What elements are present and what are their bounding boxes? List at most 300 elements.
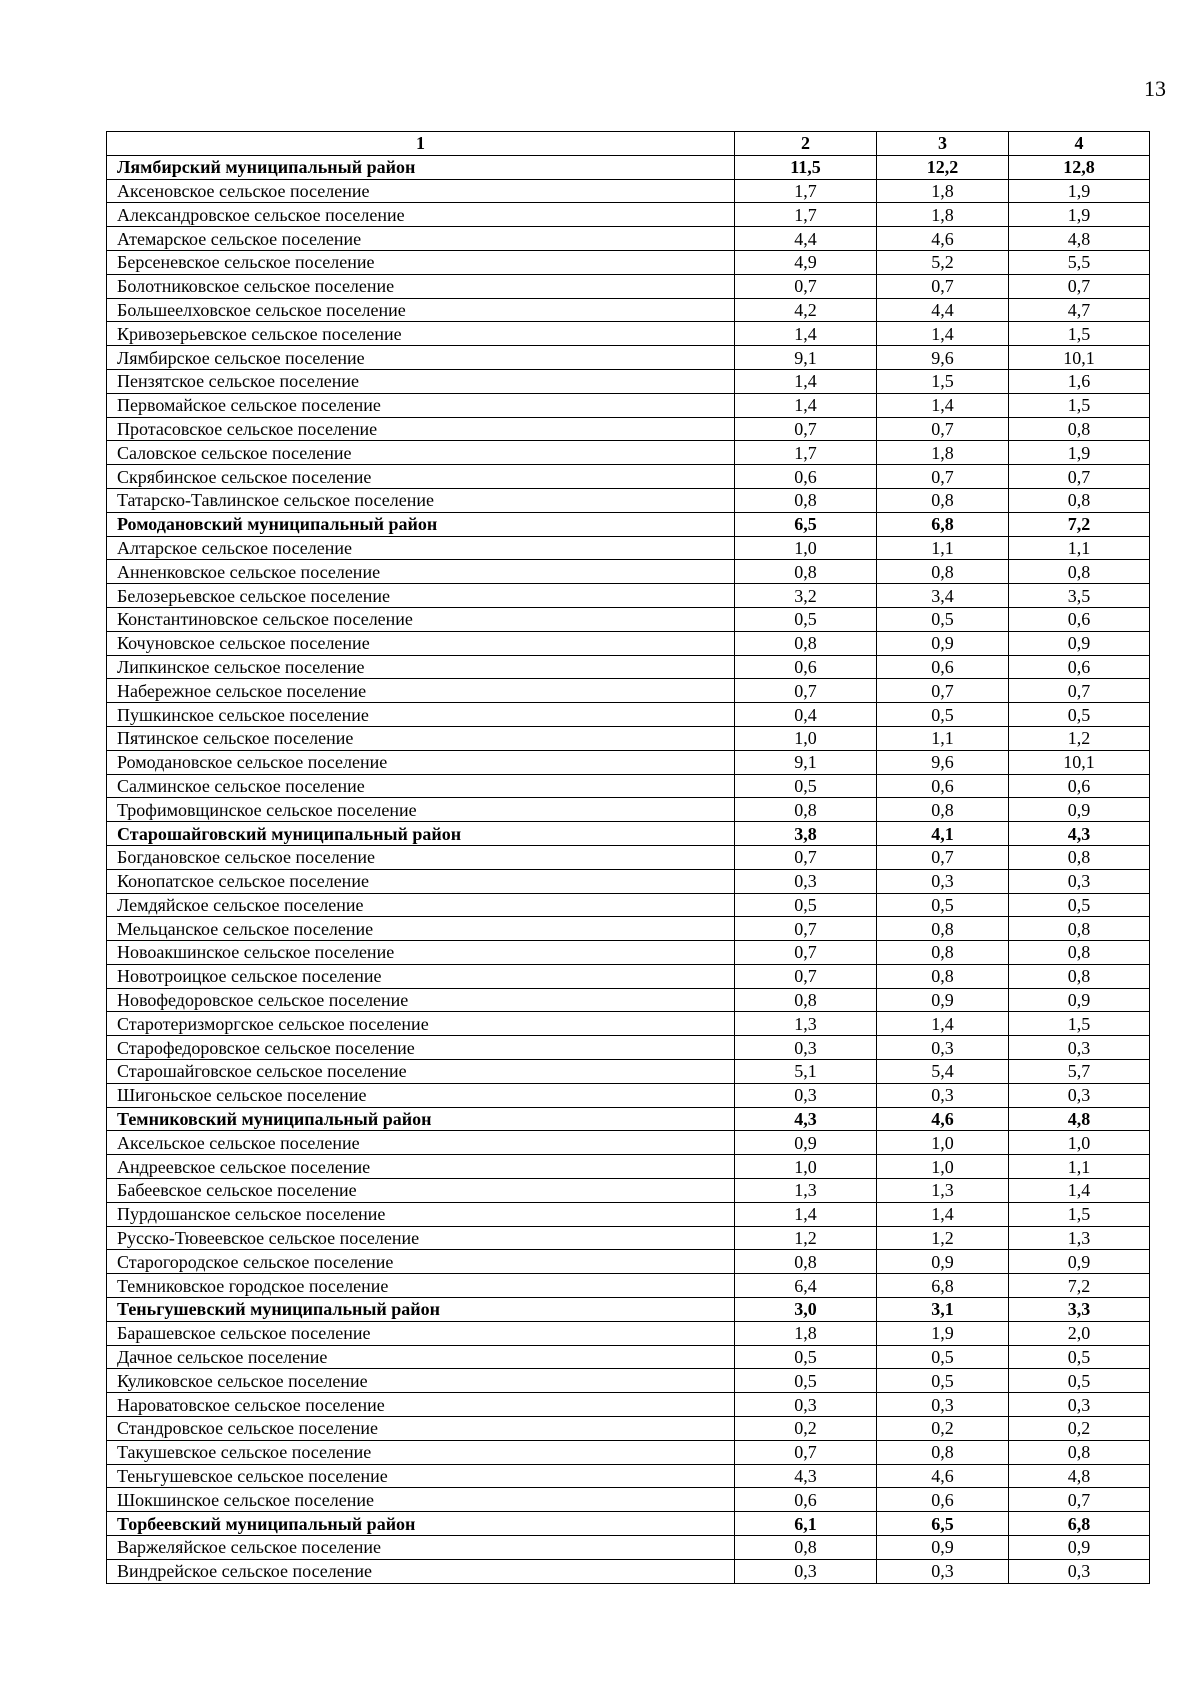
row-name-cell: Шигоньское сельское поселение <box>107 1083 735 1107</box>
row-value-col3: 0,5 <box>877 893 1009 917</box>
row-value-col3: 1,8 <box>877 203 1009 227</box>
row-value-col4: 0,8 <box>1009 845 1150 869</box>
row-value-col3: 1,1 <box>877 726 1009 750</box>
row-value-col3: 3,1 <box>877 1298 1009 1322</box>
row-value-col2: 4,2 <box>735 298 877 322</box>
row-value-col2: 0,5 <box>735 774 877 798</box>
table-row <box>107 1083 1150 1107</box>
row-value-col4: 0,9 <box>1009 988 1150 1012</box>
row-value-col2: 0,5 <box>735 893 877 917</box>
row-value-col2: 1,0 <box>735 726 877 750</box>
page-number: 13 <box>1144 76 1166 101</box>
row-value-col3: 0,5 <box>877 703 1009 727</box>
row-value-col3: 6,5 <box>877 1512 1009 1536</box>
row-value-col3: 0,6 <box>877 1488 1009 1512</box>
row-value-col3: 1,2 <box>877 1226 1009 1250</box>
row-name-cell: Лямбирское сельское поселение <box>107 346 735 370</box>
row-value-col4: 3,3 <box>1009 1298 1150 1322</box>
table-row <box>107 584 1150 608</box>
row-value-col2: 1,2 <box>735 1226 877 1250</box>
row-value-col3: 0,3 <box>877 1393 1009 1417</box>
row-value-col4: 4,8 <box>1009 1107 1150 1131</box>
row-value-col4: 4,7 <box>1009 298 1150 322</box>
row-value-col2: 0,6 <box>735 1488 877 1512</box>
row-value-col2: 0,6 <box>735 655 877 679</box>
row-value-col4: 4,3 <box>1009 822 1150 846</box>
table-row <box>107 1012 1150 1036</box>
row-value-col3: 1,9 <box>877 1321 1009 1345</box>
row-value-col2: 5,1 <box>735 1060 877 1084</box>
row-name-cell: Теньгушевское сельское поселение <box>107 1464 735 1488</box>
row-value-col3: 0,5 <box>877 1369 1009 1393</box>
row-value-col3: 0,7 <box>877 274 1009 298</box>
table-row <box>107 893 1150 917</box>
row-value-col2: 6,4 <box>735 1274 877 1298</box>
row-value-col3: 4,1 <box>877 822 1009 846</box>
row-value-col2: 0,7 <box>735 274 877 298</box>
row-value-col3: 0,6 <box>877 774 1009 798</box>
header-cell-1: 1 <box>107 132 735 156</box>
row-value-col2: 3,8 <box>735 822 877 846</box>
table-row <box>107 298 1150 322</box>
row-value-col2: 0,8 <box>735 631 877 655</box>
row-value-col4: 0,9 <box>1009 1250 1150 1274</box>
row-value-col3: 0,5 <box>877 1345 1009 1369</box>
row-name-cell: Дачное сельское поселение <box>107 1345 735 1369</box>
table-row <box>107 1226 1150 1250</box>
row-value-col4: 0,3 <box>1009 1393 1150 1417</box>
row-name-cell: Алтарское сельское поселение <box>107 536 735 560</box>
row-value-col2: 4,3 <box>735 1464 877 1488</box>
row-value-col4: 0,8 <box>1009 560 1150 584</box>
row-value-col3: 1,4 <box>877 1202 1009 1226</box>
row-value-col3: 9,6 <box>877 750 1009 774</box>
row-name-cell: Барашевское сельское поселение <box>107 1321 735 1345</box>
row-value-col4: 0,9 <box>1009 798 1150 822</box>
table-row <box>107 203 1150 227</box>
row-name-cell: Лямбирский муниципальный район <box>107 155 735 179</box>
row-name-cell: Белозерьевское сельское поселение <box>107 584 735 608</box>
row-value-col2: 0,8 <box>735 1250 877 1274</box>
row-name-cell: Пензятское сельское поселение <box>107 369 735 393</box>
row-name-cell: Новофедоровское сельское поселение <box>107 988 735 1012</box>
row-value-col3: 0,9 <box>877 988 1009 1012</box>
table-row <box>107 750 1150 774</box>
row-value-col3: 0,7 <box>877 465 1009 489</box>
row-value-col2: 4,3 <box>735 1107 877 1131</box>
row-value-col2: 0,3 <box>735 1393 877 1417</box>
table-row <box>107 988 1150 1012</box>
table-row <box>107 1155 1150 1179</box>
row-value-col2: 1,0 <box>735 536 877 560</box>
row-name-cell: Пушкинское сельское поселение <box>107 703 735 727</box>
row-value-col3: 0,8 <box>877 941 1009 965</box>
row-value-col4: 1,2 <box>1009 726 1150 750</box>
row-value-col3: 1,0 <box>877 1155 1009 1179</box>
row-name-cell: Темниковский муниципальный район <box>107 1107 735 1131</box>
row-value-col4: 0,3 <box>1009 869 1150 893</box>
row-value-col4: 0,8 <box>1009 941 1150 965</box>
row-value-col3: 1,3 <box>877 1179 1009 1203</box>
row-value-col3: 0,3 <box>877 1083 1009 1107</box>
table-row <box>107 1488 1150 1512</box>
row-value-col3: 0,9 <box>877 631 1009 655</box>
table-body <box>107 155 1150 1583</box>
table-row <box>107 774 1150 798</box>
row-name-cell: Виндрейское сельское поселение <box>107 1559 735 1583</box>
row-value-col2: 0,8 <box>735 988 877 1012</box>
table-row <box>107 631 1150 655</box>
row-value-col2: 1,4 <box>735 369 877 393</box>
row-value-col3: 4,6 <box>877 227 1009 251</box>
row-value-col4: 1,9 <box>1009 203 1150 227</box>
row-value-col4: 0,6 <box>1009 607 1150 631</box>
row-value-col4: 0,2 <box>1009 1417 1150 1441</box>
table-row <box>107 726 1150 750</box>
row-name-cell: Ромодановский муниципальный район <box>107 512 735 536</box>
row-value-col4: 0,5 <box>1009 1345 1150 1369</box>
table-row <box>107 917 1150 941</box>
row-value-col2: 0,6 <box>735 465 877 489</box>
row-name-cell: Кочуновское сельское поселение <box>107 631 735 655</box>
row-value-col3: 0,9 <box>877 1250 1009 1274</box>
row-name-cell: Первомайское сельское поселение <box>107 393 735 417</box>
row-name-cell: Ромодановское сельское поселение <box>107 750 735 774</box>
row-name-cell: Старогородское сельское поселение <box>107 1250 735 1274</box>
table-row <box>107 655 1150 679</box>
row-name-cell: Александровское сельское поселение <box>107 203 735 227</box>
district-row <box>107 1512 1150 1536</box>
row-value-col2: 0,5 <box>735 607 877 631</box>
row-name-cell: Шокшинское сельское поселение <box>107 1488 735 1512</box>
table-row <box>107 274 1150 298</box>
table-row <box>107 441 1150 465</box>
row-name-cell: Русско-Тювеевское сельское поселение <box>107 1226 735 1250</box>
row-name-cell: Анненковское сельское поселение <box>107 560 735 584</box>
row-value-col3: 0,3 <box>877 1036 1009 1060</box>
table-row <box>107 1393 1150 1417</box>
row-value-col2: 1,7 <box>735 441 877 465</box>
row-value-col2: 1,3 <box>735 1179 877 1203</box>
district-row <box>107 155 1150 179</box>
row-value-col4: 0,7 <box>1009 679 1150 703</box>
row-value-col2: 0,8 <box>735 488 877 512</box>
row-value-col4: 1,5 <box>1009 322 1150 346</box>
district-row <box>107 822 1150 846</box>
row-value-col3: 4,6 <box>877 1464 1009 1488</box>
row-value-col4: 0,3 <box>1009 1036 1150 1060</box>
row-value-col4: 5,5 <box>1009 250 1150 274</box>
row-value-col3: 4,6 <box>877 1107 1009 1131</box>
table-row <box>107 1417 1150 1441</box>
row-value-col2: 0,7 <box>735 1440 877 1464</box>
row-value-col4: 7,2 <box>1009 1274 1150 1298</box>
row-value-col2: 0,3 <box>735 1036 877 1060</box>
row-value-col4: 6,8 <box>1009 1512 1150 1536</box>
district-row <box>107 1107 1150 1131</box>
table-row <box>107 703 1150 727</box>
row-value-col2: 9,1 <box>735 750 877 774</box>
row-value-col4: 0,5 <box>1009 703 1150 727</box>
row-value-col2: 1,4 <box>735 1202 877 1226</box>
table-row <box>107 1250 1150 1274</box>
row-value-col3: 0,3 <box>877 869 1009 893</box>
row-value-col2: 0,8 <box>735 1536 877 1560</box>
row-name-cell: Старотеризморгское сельское поселение <box>107 1012 735 1036</box>
row-value-col4: 0,8 <box>1009 917 1150 941</box>
row-value-col4: 1,9 <box>1009 179 1150 203</box>
row-value-col2: 4,9 <box>735 250 877 274</box>
row-value-col2: 0,2 <box>735 1417 877 1441</box>
row-value-col3: 1,5 <box>877 369 1009 393</box>
row-value-col3: 0,2 <box>877 1417 1009 1441</box>
table-row <box>107 798 1150 822</box>
row-value-col2: 1,4 <box>735 393 877 417</box>
row-value-col2: 0,3 <box>735 1559 877 1583</box>
row-value-col3: 9,6 <box>877 346 1009 370</box>
row-value-col4: 0,3 <box>1009 1559 1150 1583</box>
table-row <box>107 1345 1150 1369</box>
row-name-cell: Мельцанское сельское поселение <box>107 917 735 941</box>
row-value-col2: 0,7 <box>735 917 877 941</box>
row-value-col3: 0,8 <box>877 1440 1009 1464</box>
row-value-col3: 4,4 <box>877 298 1009 322</box>
row-value-col4: 0,6 <box>1009 655 1150 679</box>
row-value-col3: 1,8 <box>877 179 1009 203</box>
table-row <box>107 322 1150 346</box>
table-row <box>107 250 1150 274</box>
table-row <box>107 179 1150 203</box>
table-row <box>107 1179 1150 1203</box>
table-row <box>107 536 1150 560</box>
row-value-col3: 0,7 <box>877 845 1009 869</box>
row-value-col2: 0,3 <box>735 1083 877 1107</box>
row-value-col4: 4,8 <box>1009 1464 1150 1488</box>
table-row <box>107 941 1150 965</box>
row-value-col3: 0,8 <box>877 798 1009 822</box>
row-value-col3: 5,4 <box>877 1060 1009 1084</box>
row-value-col2: 4,4 <box>735 227 877 251</box>
row-name-cell: Конопатское сельское поселение <box>107 869 735 893</box>
row-value-col2: 0,8 <box>735 560 877 584</box>
row-value-col3: 1,1 <box>877 536 1009 560</box>
row-value-col3: 12,2 <box>877 155 1009 179</box>
row-value-col4: 1,5 <box>1009 1202 1150 1226</box>
row-name-cell: Стандровское сельское поселение <box>107 1417 735 1441</box>
row-value-col2: 1,7 <box>735 179 877 203</box>
row-name-cell: Новоакшинское сельское поселение <box>107 941 735 965</box>
table-row <box>107 346 1150 370</box>
row-name-cell: Темниковское городское поселение <box>107 1274 735 1298</box>
row-value-col2: 3,2 <box>735 584 877 608</box>
row-value-col4: 0,7 <box>1009 1488 1150 1512</box>
row-value-col4: 4,8 <box>1009 227 1150 251</box>
table-row <box>107 679 1150 703</box>
row-name-cell: Набережное сельское поселение <box>107 679 735 703</box>
row-name-cell: Аксельское сельское поселение <box>107 1131 735 1155</box>
row-value-col4: 0,9 <box>1009 1536 1150 1560</box>
row-name-cell: Бабеевское сельское поселение <box>107 1179 735 1203</box>
row-name-cell: Такушевское сельское поселение <box>107 1440 735 1464</box>
table-row <box>107 845 1150 869</box>
row-value-col2: 1,7 <box>735 203 877 227</box>
header-row <box>107 132 1150 156</box>
row-value-col4: 0,6 <box>1009 774 1150 798</box>
row-name-cell: Теньгушевский муниципальный район <box>107 1298 735 1322</box>
row-name-cell: Атемарское сельское поселение <box>107 227 735 251</box>
row-value-col2: 9,1 <box>735 346 877 370</box>
row-value-col4: 10,1 <box>1009 750 1150 774</box>
row-value-col3: 0,8 <box>877 964 1009 988</box>
table-row <box>107 607 1150 631</box>
row-value-col4: 0,8 <box>1009 417 1150 441</box>
row-value-col4: 0,8 <box>1009 488 1150 512</box>
row-name-cell: Куликовское сельское поселение <box>107 1369 735 1393</box>
table-row <box>107 1202 1150 1226</box>
row-value-col3: 1,0 <box>877 1131 1009 1155</box>
row-name-cell: Болотниковское сельское поселение <box>107 274 735 298</box>
table-row <box>107 1369 1150 1393</box>
row-value-col3: 0,9 <box>877 1536 1009 1560</box>
table-row <box>107 869 1150 893</box>
table-row <box>107 964 1150 988</box>
row-value-col4: 1,1 <box>1009 536 1150 560</box>
table-row <box>107 560 1150 584</box>
row-value-col2: 0,7 <box>735 964 877 988</box>
row-value-col3: 1,4 <box>877 322 1009 346</box>
table-row <box>107 465 1150 489</box>
row-name-cell: Большеелховское сельское поселение <box>107 298 735 322</box>
row-name-cell: Лемдяйское сельское поселение <box>107 893 735 917</box>
table-row <box>107 369 1150 393</box>
row-value-col3: 0,5 <box>877 607 1009 631</box>
row-value-col2: 0,5 <box>735 1369 877 1393</box>
row-value-col4: 12,8 <box>1009 155 1150 179</box>
row-name-cell: Богдановское сельское поселение <box>107 845 735 869</box>
table-row <box>107 1131 1150 1155</box>
row-value-col4: 0,8 <box>1009 964 1150 988</box>
row-value-col3: 1,4 <box>877 1012 1009 1036</box>
row-name-cell: Липкинское сельское поселение <box>107 655 735 679</box>
row-name-cell: Пятинское сельское поселение <box>107 726 735 750</box>
table-row <box>107 1464 1150 1488</box>
row-name-cell: Скрябинское сельское поселение <box>107 465 735 489</box>
row-value-col2: 11,5 <box>735 155 877 179</box>
table-row <box>107 1559 1150 1583</box>
row-name-cell: Торбеевский муниципальный район <box>107 1512 735 1536</box>
row-value-col4: 1,9 <box>1009 441 1150 465</box>
row-value-col2: 0,7 <box>735 941 877 965</box>
district-row <box>107 1298 1150 1322</box>
row-value-col2: 0,4 <box>735 703 877 727</box>
row-value-col4: 0,5 <box>1009 893 1150 917</box>
row-value-col4: 0,3 <box>1009 1083 1150 1107</box>
row-value-col4: 0,7 <box>1009 274 1150 298</box>
row-value-col3: 6,8 <box>877 1274 1009 1298</box>
row-value-col2: 1,8 <box>735 1321 877 1345</box>
row-value-col2: 3,0 <box>735 1298 877 1322</box>
row-name-cell: Старофедоровское сельское поселение <box>107 1036 735 1060</box>
row-value-col4: 1,4 <box>1009 1179 1150 1203</box>
table-row <box>107 1036 1150 1060</box>
row-name-cell: Трофимовщинское сельское поселение <box>107 798 735 822</box>
district-row <box>107 512 1150 536</box>
header-cell-4: 4 <box>1009 132 1150 156</box>
row-name-cell: Новотроицкое сельское поселение <box>107 964 735 988</box>
row-value-col3: 1,8 <box>877 441 1009 465</box>
row-value-col3: 5,2 <box>877 250 1009 274</box>
row-name-cell: Андреевское сельское поселение <box>107 1155 735 1179</box>
row-value-col3: 0,8 <box>877 488 1009 512</box>
row-name-cell: Берсеневское сельское поселение <box>107 250 735 274</box>
row-value-col4: 0,8 <box>1009 1440 1150 1464</box>
table-row <box>107 227 1150 251</box>
row-value-col3: 6,8 <box>877 512 1009 536</box>
table-row <box>107 1536 1150 1560</box>
table-row <box>107 1321 1150 1345</box>
data-table <box>106 131 1150 1584</box>
table-row <box>107 417 1150 441</box>
row-value-col4: 1,5 <box>1009 393 1150 417</box>
row-value-col2: 1,3 <box>735 1012 877 1036</box>
row-value-col4: 2,0 <box>1009 1321 1150 1345</box>
row-value-col3: 0,8 <box>877 917 1009 941</box>
row-name-cell: Варжеляйское сельское поселение <box>107 1536 735 1560</box>
row-name-cell: Пурдошанское сельское поселение <box>107 1202 735 1226</box>
row-value-col2: 0,8 <box>735 798 877 822</box>
row-name-cell: Аксеновское сельское поселение <box>107 179 735 203</box>
row-value-col2: 0,7 <box>735 417 877 441</box>
row-value-col4: 1,1 <box>1009 1155 1150 1179</box>
row-value-col4: 7,2 <box>1009 512 1150 536</box>
header-cell-2: 2 <box>735 132 877 156</box>
row-value-col4: 3,5 <box>1009 584 1150 608</box>
row-value-col3: 0,8 <box>877 560 1009 584</box>
row-value-col4: 0,7 <box>1009 465 1150 489</box>
row-value-col4: 0,5 <box>1009 1369 1150 1393</box>
row-value-col3: 0,7 <box>877 679 1009 703</box>
row-name-cell: Салминское сельское поселение <box>107 774 735 798</box>
row-value-col2: 1,0 <box>735 1155 877 1179</box>
row-value-col4: 10,1 <box>1009 346 1150 370</box>
row-value-col4: 1,3 <box>1009 1226 1150 1250</box>
table-row <box>107 1440 1150 1464</box>
row-value-col4: 0,9 <box>1009 631 1150 655</box>
row-name-cell: Протасовское сельское поселение <box>107 417 735 441</box>
row-name-cell: Старошайговский муниципальный район <box>107 822 735 846</box>
row-value-col3: 1,4 <box>877 393 1009 417</box>
row-value-col2: 0,9 <box>735 1131 877 1155</box>
table-row <box>107 1274 1150 1298</box>
table-row <box>107 488 1150 512</box>
row-value-col4: 5,7 <box>1009 1060 1150 1084</box>
row-name-cell: Константиновское сельское поселение <box>107 607 735 631</box>
table-row <box>107 1060 1150 1084</box>
row-name-cell: Старошайговское сельское поселение <box>107 1060 735 1084</box>
row-value-col4: 1,5 <box>1009 1012 1150 1036</box>
row-name-cell: Саловское сельское поселение <box>107 441 735 465</box>
row-value-col4: 1,0 <box>1009 1131 1150 1155</box>
row-value-col3: 0,3 <box>877 1559 1009 1583</box>
table-row <box>107 393 1150 417</box>
row-name-cell: Кривозерьевское сельское поселение <box>107 322 735 346</box>
row-value-col2: 1,4 <box>735 322 877 346</box>
row-value-col2: 0,7 <box>735 845 877 869</box>
row-value-col4: 1,6 <box>1009 369 1150 393</box>
header-cell-3: 3 <box>877 132 1009 156</box>
row-value-col3: 0,6 <box>877 655 1009 679</box>
row-value-col2: 6,5 <box>735 512 877 536</box>
